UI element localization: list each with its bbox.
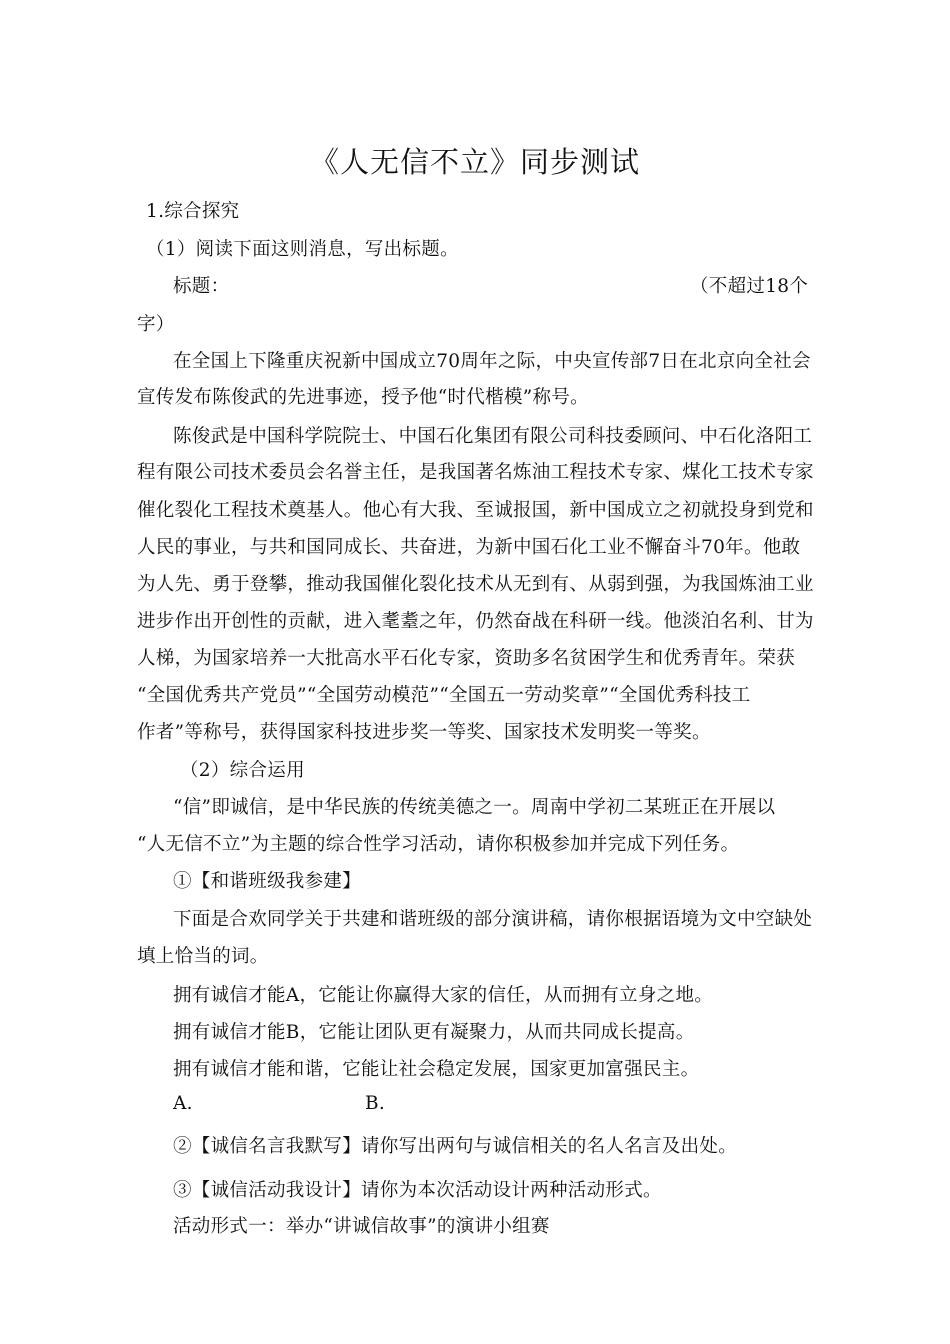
news-paragraph: 作者”等称号，获得国家科技进步奖一等奖、国家技术发明奖一等奖。 [137, 722, 711, 743]
news-paragraph: 宣传发布陈俊武的先进事迹，授予他“时代楷模”称号。 [137, 387, 589, 408]
answer-b-label: B. [365, 1093, 386, 1114]
news-paragraph: 在全国上下隆重庆祝新中国成立70周年之际，中央宣传部7日在北京向全社会 [173, 351, 811, 372]
activity-intro: “人无信不立”为主题的综合性学习活动，请你积极参加并完成下列任务。 [137, 834, 740, 855]
title-prompt: 标题： [173, 276, 230, 297]
answer-a-label: A. [173, 1093, 193, 1114]
section-heading: 1.综合探究 [146, 201, 240, 222]
news-paragraph: “全国优秀共产党员”“全国劳动模范”“全国五一劳动奖章”“全国优秀科技工 [137, 685, 751, 706]
news-paragraph: 陈俊武是中国科学院院士、中国石化集团有限公司科技委顾问、中石化洛阳工 [173, 426, 813, 447]
news-paragraph: 催化裂化工程技术奠基人。他心有大我、至诚报国，新中国成立之初就投身到党和 [137, 500, 814, 521]
sub-question: （1）阅读下面这则消息，写出标题。 [146, 239, 459, 260]
title-limit-cont: 字） [137, 314, 175, 335]
task-instruction: 下面是合欢同学关于共建和谐班级的部分演讲稿，请你根据语境为文中空缺处 [173, 909, 813, 930]
page-title: 《人无信不立》同步测试 [309, 145, 640, 179]
task-instruction: 填上恰当的词。 [137, 946, 269, 967]
activity-intro: “信”即诚信，是中华民族的传统美德之一。周南中学初二某班正在开展以 [173, 797, 776, 818]
speech-line: 拥有诚信才能和谐，它能让社会稳定发展，国家更加富强民主。 [173, 1059, 700, 1080]
task-heading: ②【诚信名言我默写】请你写出两句与诚信相关的名人名言及出处。 [173, 1136, 738, 1157]
sub-question: （2）综合运用 [180, 760, 305, 781]
task-heading: ③【诚信活动我设计】请你为本次活动设计两种活动形式。 [173, 1180, 662, 1201]
activity-form: 活动形式一：举办“讲诚信故事”的演讲小组赛 [173, 1216, 550, 1237]
news-paragraph: 人梯，为国家培养一大批高水平石化专家，资助多名贫困学生和优秀青年。荣获 [137, 648, 796, 669]
speech-line: 拥有诚信才能B，它能让团队更有凝聚力，从而共同成长提高。 [173, 1022, 695, 1043]
news-paragraph: 进步作出开创性的贡献，进入耄耋之年，仍然奋战在科研一线。他淡泊名利、甘为 [137, 611, 814, 632]
news-paragraph: 为人先、勇于登攀，推动我国催化裂化技术从无到有、从弱到强，为我国炼油工业 [137, 574, 814, 595]
title-limit: （不超过18个 [690, 276, 809, 297]
task-heading: ①【和谐班级我参建】 [173, 871, 362, 892]
news-paragraph: 人民的事业，与共和国同成长、共奋进，为新中国石化工业不懈奋斗70年。他敢 [137, 537, 801, 558]
news-paragraph: 程有限公司技术委员会名誉主任，是我国著名炼油工程技术专家、煤化工技术专家 [137, 462, 814, 483]
speech-line: 拥有诚信才能A，它能让你赢得大家的信任，从而拥有立身之地。 [173, 985, 714, 1006]
